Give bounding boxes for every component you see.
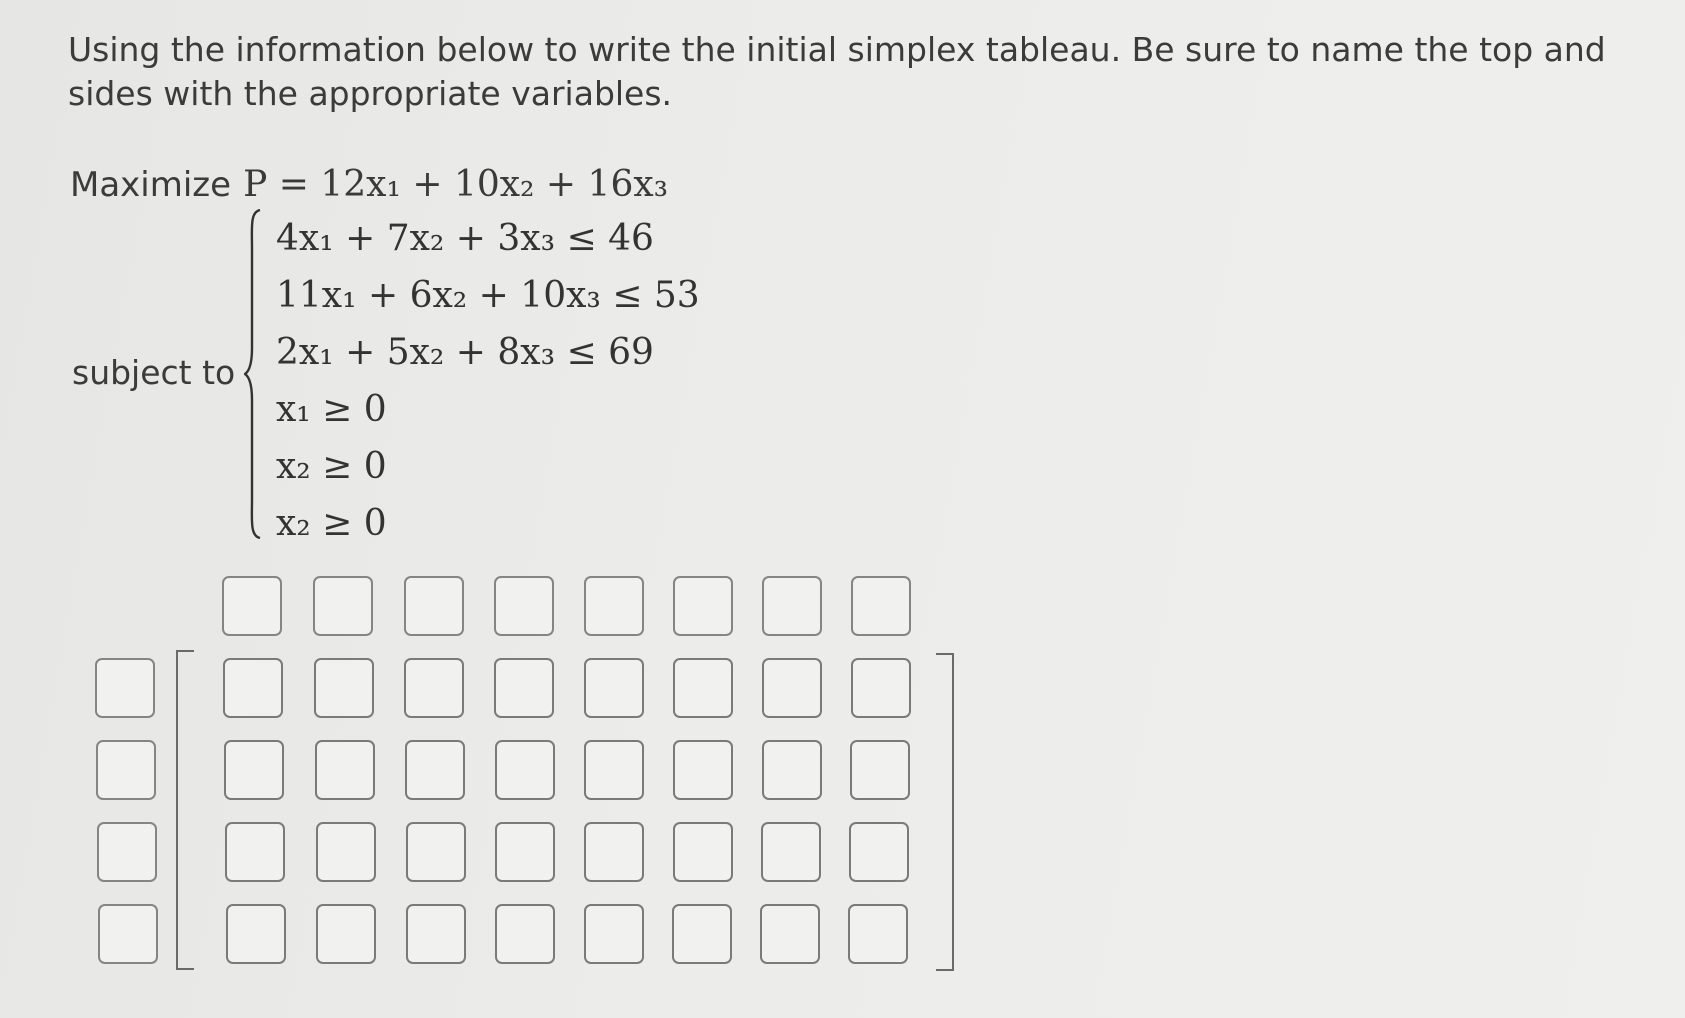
tableau-cell-r4-c5[interactable] <box>584 904 644 964</box>
tableau-cell-r3-c2[interactable] <box>316 822 376 882</box>
tableau-cell-r1-c4[interactable] <box>494 658 554 718</box>
header-input-7[interactable] <box>762 576 822 636</box>
header-input-2[interactable] <box>313 576 373 636</box>
tableau-cell-r1-c5[interactable] <box>584 658 644 718</box>
subject-to-label: subject to <box>72 353 236 392</box>
objective-expression: P = 12x₁ + 10x₂ + 16x₃ <box>243 164 669 205</box>
tableau-cell-r4-c1[interactable] <box>226 904 286 964</box>
tableau-cell-r2-c7[interactable] <box>762 740 822 800</box>
left-brace-icon <box>244 208 262 540</box>
constraint: x₂ ≥ 0 <box>276 446 387 487</box>
constraint: 2x₁ + 5x₂ + 8x₃ ≤ 69 <box>276 332 654 373</box>
tableau-cell-r2-c5[interactable] <box>584 740 644 800</box>
tableau-cell-r3-c8[interactable] <box>849 822 909 882</box>
tableau-cell-r1-c2[interactable] <box>314 658 374 718</box>
tableau-cell-r1-c3[interactable] <box>404 658 464 718</box>
tableau-cell-r2-c3[interactable] <box>405 740 465 800</box>
tableau-cell-r3-c1[interactable] <box>225 822 285 882</box>
side-input-1[interactable] <box>95 658 155 718</box>
tableau-cell-r1-c7[interactable] <box>762 658 822 718</box>
tableau-cell-r3-c6[interactable] <box>673 822 733 882</box>
tableau-cell-r2-c6[interactable] <box>673 740 733 800</box>
side-input-3[interactable] <box>97 822 157 882</box>
constraint: 11x₁ + 6x₂ + 10x₃ ≤ 53 <box>276 275 700 316</box>
maximize-label: Maximize <box>70 165 232 205</box>
constraint: x₂ ≥ 0 <box>276 503 387 544</box>
question-text: Using the information below to write the initial simplex tableau. Be sure to name the top and sides with the appropriate variables. <box>68 30 1606 113</box>
header-input-4[interactable] <box>494 576 554 636</box>
tableau-cell-r2-c8[interactable] <box>850 740 910 800</box>
constraint: x₁ ≥ 0 <box>276 389 387 430</box>
header-input-1[interactable] <box>222 576 282 636</box>
tableau-cell-r3-c7[interactable] <box>761 822 821 882</box>
tableau-cell-r3-c3[interactable] <box>406 822 466 882</box>
objective-function <box>70 164 668 205</box>
header-input-3[interactable] <box>404 576 464 636</box>
side-input-4[interactable] <box>98 904 158 964</box>
tableau-cell-r2-c1[interactable] <box>224 740 284 800</box>
tableau-cell-r4-c6[interactable] <box>672 904 732 964</box>
header-input-8[interactable] <box>851 576 911 636</box>
header-input-5[interactable] <box>584 576 644 636</box>
tableau-cell-r1-c6[interactable] <box>673 658 733 718</box>
tableau-cell-r4-c3[interactable] <box>406 904 466 964</box>
tableau-cell-r3-c4[interactable] <box>495 822 555 882</box>
constraint: 4x₁ + 7x₂ + 3x₃ ≤ 46 <box>276 218 654 259</box>
matrix-right-bracket <box>936 653 954 971</box>
constraint-list <box>276 210 700 552</box>
tableau-cell-r4-c2[interactable] <box>316 904 376 964</box>
tableau-cell-r1-c1[interactable] <box>223 658 283 718</box>
tableau-cell-r3-c5[interactable] <box>584 822 644 882</box>
tableau-cell-r2-c2[interactable] <box>315 740 375 800</box>
side-input-2[interactable] <box>96 740 156 800</box>
tableau-cell-r2-c4[interactable] <box>495 740 555 800</box>
tableau-cell-r1-c8[interactable] <box>851 658 911 718</box>
header-input-6[interactable] <box>673 576 733 636</box>
tableau-cell-r4-c4[interactable] <box>495 904 555 964</box>
matrix-left-bracket <box>176 650 194 970</box>
tableau-cell-r4-c7[interactable] <box>760 904 820 964</box>
tableau-cell-r4-c8[interactable] <box>848 904 908 964</box>
